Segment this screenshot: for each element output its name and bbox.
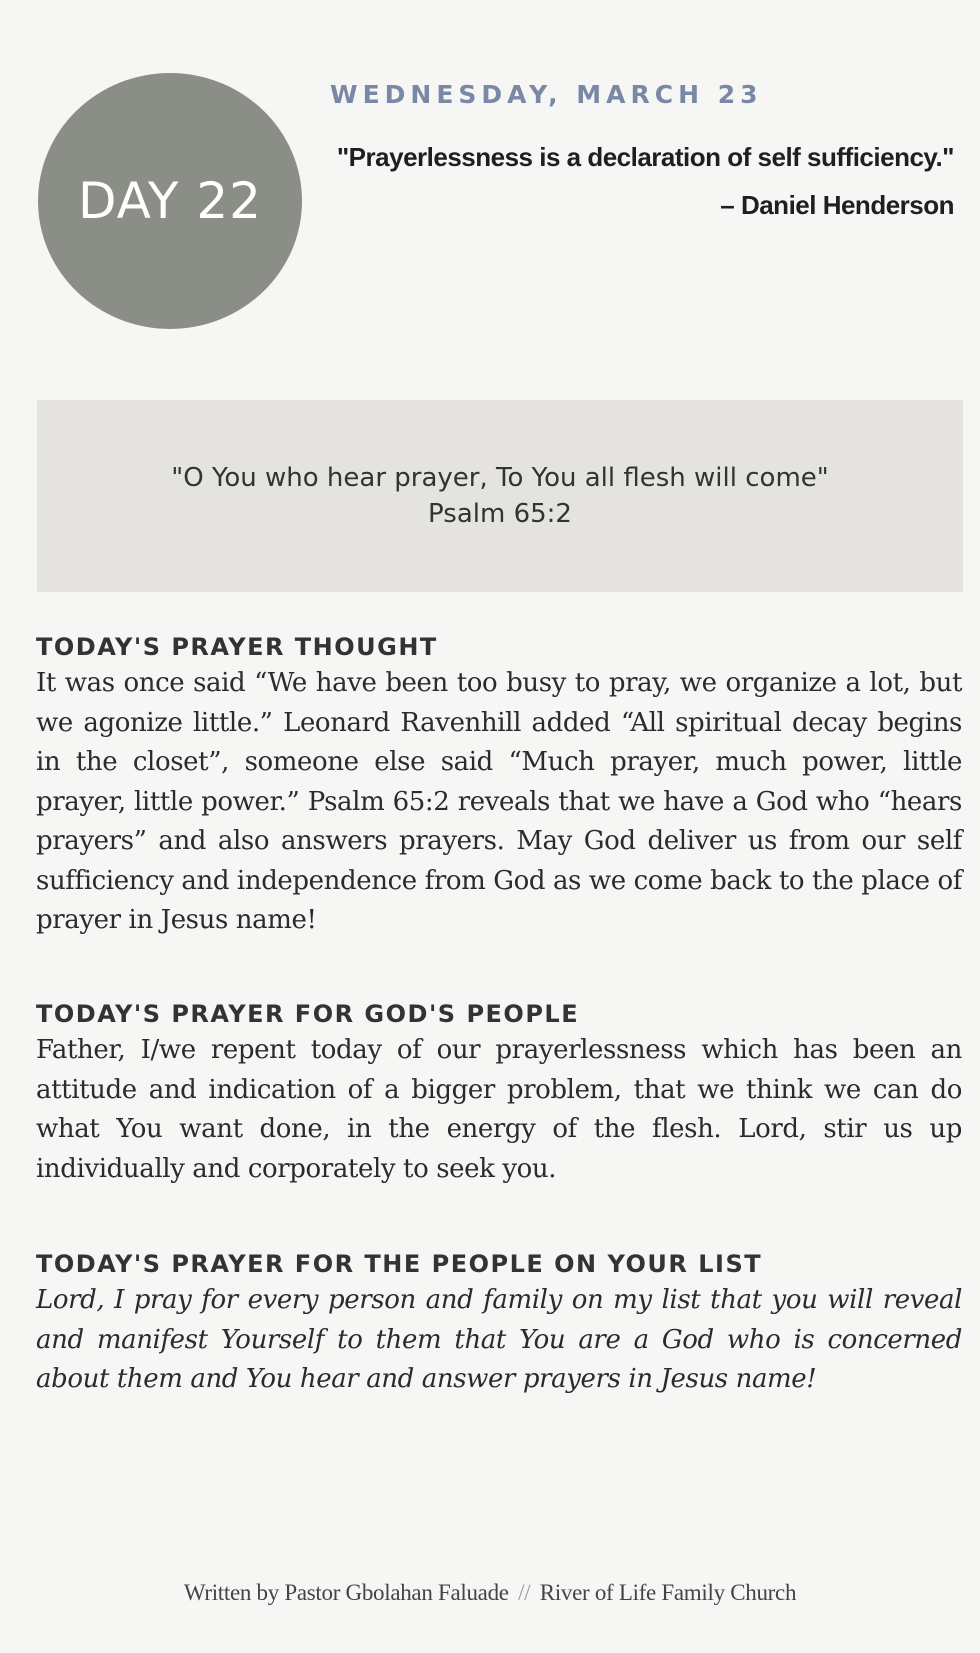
date-heading: WEDNESDAY, MARCH 23 — [330, 80, 763, 109]
day-badge — [38, 73, 302, 329]
header-quote — [314, 133, 954, 229]
section-body: Lord, I pray for every person and family on my list that you will reveal and manifest Yourself to them that You are a God who is concerned about them and You hear and answer prayers in Jesus name! — [36, 1285, 962, 1394]
section-heading: TODAY'S PRAYER FOR GOD'S PEOPLE — [36, 1000, 580, 1028]
quote-author: – Daniel Henderson — [720, 190, 954, 220]
section-body: It was once said “We have been too busy to pray, we organize a lot, but we agonize little.” Leonard Ravenhill added “All spiritual decay begins in the closet”, someone else said “Much prayer, much power, little prayer, little power.” Psalm 65:2 reveals that we have a God who “hears prayers” and also answers prayers. May God deliver us from our self sufficiency and independence from God as we come back to the place of prayer in Jesus name! — [36, 668, 962, 935]
section-heading: TODAY'S PRAYER THOUGHT — [36, 633, 438, 661]
day-label: DAY 22 — [77, 172, 262, 230]
scripture-reference: Psalm 65:2 — [428, 499, 572, 529]
section-body: Father, I/we repent today of our prayerlessness which has been an attitude and indication of a bigger problem, that we think we can do what You want done, in the energy of the flesh. Lord, stir us up individually and corporately to seek you. — [36, 1035, 962, 1184]
footer-church: River of Life Family Church — [539, 1580, 797, 1605]
prayer-thought-section — [36, 632, 962, 941]
footer-credit — [0, 1580, 980, 1606]
footer-author: Written by Pastor Gbolahan Faluade — [183, 1580, 509, 1605]
footer-separator: // — [518, 1580, 531, 1605]
scripture-text: "O You who hear prayer, To You all flesh will come" — [171, 463, 829, 493]
quote-text: "Prayerlessness is a declaration of self sufficiency." — [336, 142, 954, 172]
scripture-box — [37, 400, 963, 592]
prayer-gods-people-section — [36, 999, 962, 1189]
prayer-list-section — [36, 1249, 962, 1400]
section-heading: TODAY'S PRAYER FOR THE PEOPLE ON YOUR LIST — [36, 1250, 763, 1278]
